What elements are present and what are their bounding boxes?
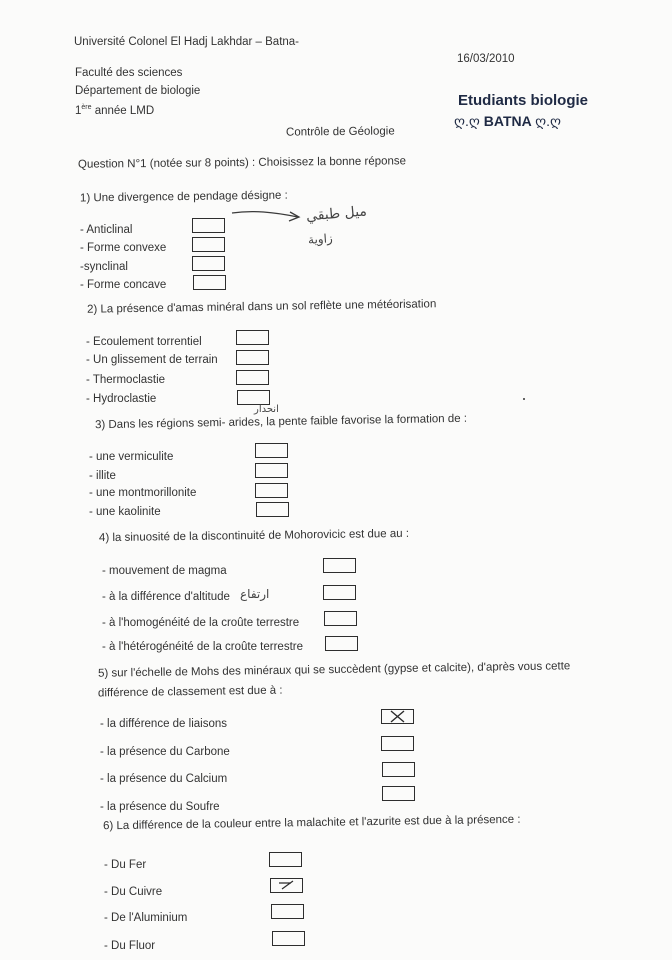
q6-option-4: - Du Fluor (104, 940, 156, 952)
faculty-name: Faculté des sciences (75, 67, 183, 79)
q3-checkbox-3[interactable] (255, 483, 288, 498)
q4-option-2: - à la différence d'altitude (102, 591, 230, 603)
q5-checkbox-2[interactable] (381, 736, 414, 751)
q2-checkbox-2[interactable] (236, 350, 269, 365)
q6-option-2: - Du Cuivre (104, 886, 163, 898)
q4-option-1: - mouvement de magma (102, 565, 227, 577)
q3-checkbox-1[interactable] (255, 443, 288, 458)
question-2: 2) La présence d'amas minéral dans un sol reflète une météorisation (86, 298, 437, 316)
q1-option-3: -synclinal (80, 261, 128, 273)
q6-checkbox-4[interactable] (272, 931, 305, 946)
q4-checkbox-2[interactable] (323, 585, 356, 600)
q4-option-3: - à l'homogénéité de la croûte terrestre (102, 617, 300, 629)
q2-checkbox-1[interactable] (236, 330, 269, 345)
q5-option-2: - la présence du Carbone (100, 746, 230, 758)
q5-option-3: - la présence du Calcium (100, 773, 228, 785)
q3-option-1: - une vermiculite (89, 451, 174, 463)
q2-checkbox-3[interactable] (236, 370, 269, 385)
q4-option-4: - à l'hétérogénéité de la croûte terrestre (102, 641, 304, 653)
q6-checkbox-2[interactable] (270, 878, 303, 893)
question-1: 1) Une divergence de pendage désigne : (79, 189, 288, 205)
q1-checkbox-2[interactable] (192, 237, 225, 252)
exam-date: 16/03/2010 (457, 53, 515, 65)
cross-mark-icon (382, 710, 413, 723)
university-name: Université Colonel El Hadj Lakhdar – Batna- (74, 36, 300, 48)
q4-checkbox-4[interactable] (325, 636, 358, 651)
q3-option-4: - une kaolinite (89, 506, 161, 518)
q3-option-2: - illite (89, 470, 116, 482)
q2-option-1: - Ecoulement torrentiel (86, 336, 202, 348)
q4-checkbox-1[interactable] (323, 558, 356, 573)
q6-checkbox-1[interactable] (269, 852, 302, 867)
q2-checkbox-4[interactable] (237, 390, 270, 405)
question-3: 3) Dans les régions semi- arides, la pente faible favorise la formation de : (94, 412, 468, 432)
arrow-icon (228, 200, 308, 230)
q6-option-1: - Du Fer (104, 859, 147, 871)
q1-checkbox-4[interactable] (193, 275, 226, 290)
handwritten-note-1b: زاوية (307, 231, 334, 247)
department-name: Département de biologie (75, 85, 201, 97)
q3-checkbox-2[interactable] (255, 463, 288, 478)
handwritten-note-1: ميل طبقي (305, 203, 368, 225)
q1-option-1: - Anticlinal (80, 224, 133, 236)
q3-checkbox-4[interactable] (256, 502, 289, 517)
q1-option-4: - Forme concave (80, 279, 167, 291)
q5-option-1: - la différence de liaisons (100, 718, 227, 730)
question-4: 4) la sinuosité de la discontinuité de Mohorovicic est due au : (98, 527, 410, 545)
q5-checkbox-1[interactable] (381, 709, 414, 724)
q2-option-4: - Hydroclastie (86, 393, 157, 405)
q1-checkbox-1[interactable] (192, 218, 225, 233)
question-5-continued: différence de classement est due à : (97, 684, 283, 700)
watermark-city: ღ.ღ BATNA ღ.ღ (454, 113, 562, 129)
q6-checkbox-3[interactable] (271, 904, 304, 919)
handwritten-note-3: ارتفاع (240, 587, 270, 601)
study-year: 1ère année LMD (75, 104, 155, 117)
q1-option-2: - Forme convexe (80, 242, 167, 254)
question-5: 5) sur l'échelle de Mohs des minéraux qui se succèdent (gypse et calcite), d'après vous cette (97, 660, 571, 680)
q2-option-3: - Thermoclastie (86, 374, 166, 386)
q1-checkbox-3[interactable] (192, 256, 225, 271)
q6-option-3: - De l'Aluminium (104, 912, 188, 924)
q5-checkbox-3[interactable] (382, 762, 415, 777)
exam-title: Contrôle de Géologie (285, 125, 395, 139)
q5-option-4: - la présence du Soufre (100, 801, 220, 813)
check-mark-icon (271, 879, 302, 892)
q3-option-3: - une montmorillonite (89, 487, 197, 499)
q2-option-2: - Un glissement de terrain (86, 354, 218, 366)
handwritten-note-2: انحدار (254, 404, 279, 415)
instructions: Question N°1 (notée sur 8 points) : Choisissez la bonne réponse (77, 155, 407, 171)
q4-checkbox-3[interactable] (324, 611, 357, 626)
q5-checkbox-4[interactable] (382, 786, 415, 801)
scan-dot (523, 398, 525, 400)
watermark-title: Etudiants biologie (458, 92, 588, 109)
question-6: 6) La différence de la couleur entre la malachite et l'azurite est due à la présence : (102, 813, 521, 833)
